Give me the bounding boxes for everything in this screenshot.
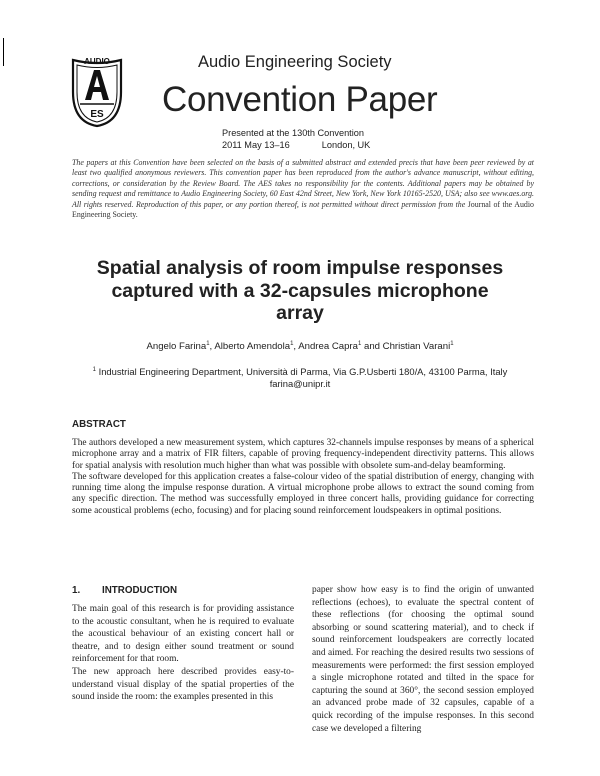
society-name: Audio Engineering Society: [198, 53, 392, 71]
notice-text: The papers at this Convention have been selected on the basis of a submitted abstract and extended precis that have been peer reviewed by at least two qualified anonymous reviewers. This convention paper has been reproduced from the author's advance manuscript, without editing, corrections, or consideration by the Review Board. The AES takes no responsibility for the contents. Additional papers may be obtained by sending request and remittance to Audio Engineering Society, 60 East 42nd Street, New York, New York 10165-2520, USA; also see www.aes.org. All rights reserved. Reproduction of this paper, or any portion thereof, is not permitted without direct permission from the: [72, 158, 534, 209]
author-separator: ,: [209, 341, 215, 353]
right-column: [312, 584, 534, 735]
logo-text-bottom: ES: [90, 109, 104, 120]
abstract-heading: ABSTRACT: [72, 419, 126, 430]
section-title: INTRODUCTION: [102, 585, 178, 596]
notice-journal: Journal of the Audio Engineering Society.: [72, 199, 534, 220]
date-location-line: [222, 140, 370, 150]
affiliation-text: Industrial Engineering Department, Università di Parma, Via G.P.Usberti 180/A, 43100 Parma, Italy: [98, 366, 508, 378]
author-affiliation-mark: 1: [290, 341, 294, 347]
author-separator: ,: [293, 341, 299, 353]
author-name: Angelo Farina: [146, 341, 207, 353]
abstract-paragraph: The software developed for this application creates a false-colour video of the spatial distribution of energy, changing with running time along the impulse response duration. A virtual microphone probe allows to extract the sound coming from any specific direction. The method was successfully employed in three concert halls, providing guidance for correcting some acoustical problems (echo, focusing) and for placing sound reinforcement loudspeakers in optimal positions.: [72, 471, 534, 516]
author-name: Christian Varani: [382, 341, 451, 353]
left-column: [72, 603, 294, 704]
convention-dates: 2011 May 13–16: [222, 140, 290, 150]
paper-title-line: Spatial analysis of room impulse responses: [96, 257, 504, 279]
body-paragraph: paper show how easy is to find the origin of unwanted reflections (echoes), to evaluate the spectral content of these reflections (for choosing the optimal sound absorbing or sound scattering material), and to check if sound reinforcement loudspeakers are correctly located and aimed. For reaching the desired results two sessions of measurements were performed: the first session employed a single microphone rotated and tilted in the space for capturing the sound at 360°, the second session employed an advanced probe made of 32 capsules, capable of a quick recording of the impulse responses. In this second case we developed a filtering: [312, 585, 534, 734]
abstract-paragraph: The authors developed a new measurement system, which captures 32-channels impulse responses by means of a spherical microphone array and a matrix of FIR filters, capable of proving frequency-independent directivity patterns. This allows for spatial analysis with resolution much higher than what was possible with obsolete sum-and-delay beamforming.: [72, 438, 534, 471]
page-edge-mark: [3, 38, 4, 66]
author-affiliation-mark: 1: [206, 341, 210, 347]
convention-paper-title: Convention Paper: [162, 80, 438, 119]
section-heading-introduction: [72, 585, 177, 596]
paper-title-line: array: [276, 302, 324, 324]
author-name: Alberto Amendola: [214, 341, 291, 353]
author-list: [0, 341, 600, 352]
body-paragraph: The main goal of this research is for providing assistance to the acoustic consultant, when he is required to evaluate the acoustical behaviour of an existing concert hall or theatre, and to design either sound treatment or sound reinforcement for that room.: [72, 604, 294, 665]
author-name: Andrea Capra: [298, 341, 358, 353]
convention-location: London, UK: [321, 140, 371, 150]
aes-logo: [68, 52, 126, 128]
logo-text-top: AUDIO: [84, 57, 110, 66]
author-affiliation-mark: 1: [357, 341, 362, 347]
presented-line: Presented at the 130th Convention: [222, 128, 364, 138]
paper-title-line: captured with a 32-capsules microphone: [111, 279, 489, 302]
abstract-body: [72, 438, 534, 517]
affiliation: [0, 364, 600, 390]
section-number: 1.: [72, 585, 81, 596]
author-separator: and: [361, 341, 383, 353]
copyright-notice: [72, 158, 534, 220]
author-email: farina@unipr.it: [269, 378, 331, 390]
body-paragraph: The new approach here described provides easy-to-understand visual display of the spatial properties of the sound inside the room: the examples presented in this: [72, 666, 294, 703]
affiliation-line: [0, 364, 600, 378]
paper-title: [60, 257, 540, 325]
affiliation-mark: 1: [92, 367, 96, 373]
author-affiliation-mark: 1: [450, 341, 454, 347]
